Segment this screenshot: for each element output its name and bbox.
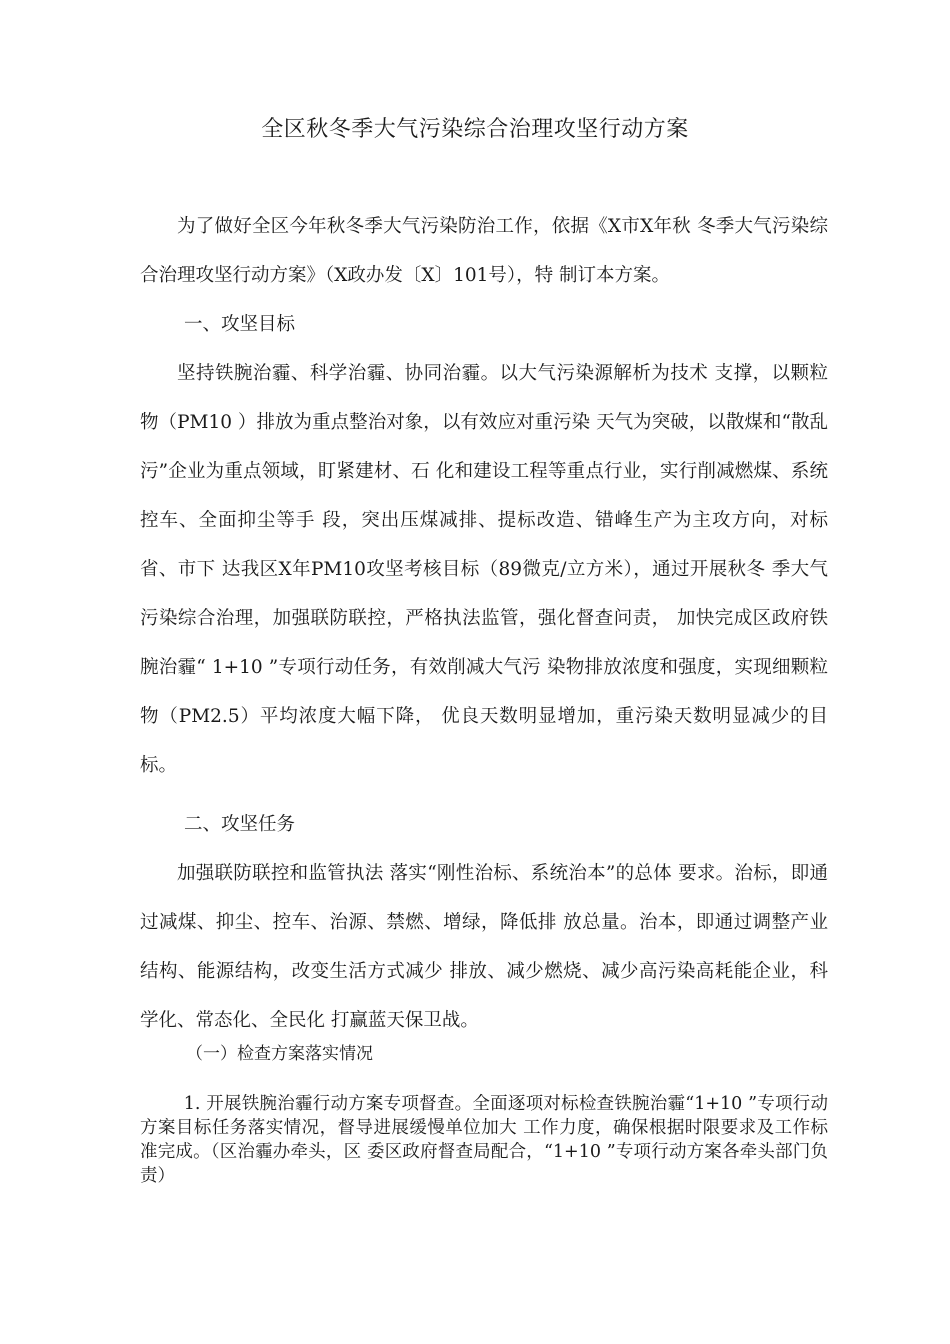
document-title: 全区秋冬季大气污染综合治理攻坚行动方案 xyxy=(261,117,689,142)
intro-paragraph: 为了做好全区今年秋冬季大气污染防治工作，依据《X市X年秋 冬季大气污染综合治理攻坚行动方案》（X政办发〔X〕101号），特 制订本方案。 xyxy=(140,216,828,286)
subsection-heading-inspection: （一）检查方案落实情况 xyxy=(186,1044,373,1064)
tasks-paragraph: 加强联防联控和监管执法 落实“刚性治标、系统治本”的总体 要求。治标，即通过减煤、抑尘、控车、治源、禁燃、增绿，降低排 放总量。治本，即通过调整产业结构、能源结构，改变生活方式减少 排放、减少燃烧、减少高污染高耗能企业，科学化、常态化、全民化 打赢蓝天保卫战。 xyxy=(140,863,828,1031)
item-1-paragraph: 1. 开展铁腕治霾行动方案专项督查。全面逐项对标检查铁腕治霾“1+10 ”专项行动方案目标任务落实情况，督导进展缓慢单位加大 工作力度，确保根据时限要求及工作标准完成。（区治霾办牵头，区 委区政府督查局配合，“1+10 ”专项行动方案各牵头部门负责） xyxy=(140,1094,828,1186)
goals-paragraph: 坚持铁腕治霾、科学治霾、协同治霾。以大气污染源解析为技术 支撑，以颗粒物（PM10 ）排放为重点整治对象，以有效应对重污染 天气为突破，以散煤和“散乱污”企业为重点领域，盯紧建材、石 化和建设工程等重点行业，实行削减燃煤、系统控车、全面抑尘等手 段，突出压煤减排、提标改造、错峰生产为主攻方向，对标省、市下 达我区X年PM10攻坚考核目标（89微克/立方米），通过开展秋冬 季大气污染综合治理，加强联防联控，严格执法监管，强化督查问责， 加快完成区政府铁腕治霾“ 1+10 ”专项行动任务，有效削减大气污 染物排放浓度和强度，实现细颗粒物（PM2.5）平均浓度大幅下降， 优良天数明显增加，重污染天数明显减少的目标。 xyxy=(140,363,828,776)
section-heading-goals: 一、攻坚目标 xyxy=(184,314,296,335)
section-heading-tasks: 二、攻坚任务 xyxy=(184,814,296,835)
